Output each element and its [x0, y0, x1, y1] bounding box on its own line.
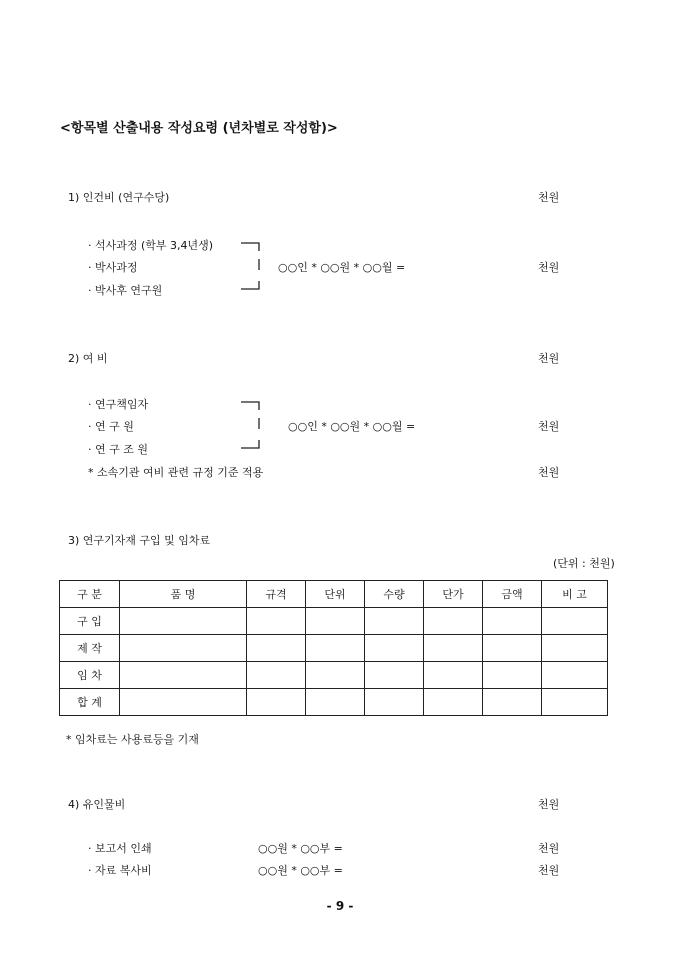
- section-4-item-1-label: · 보고서 인쇄: [88, 842, 152, 855]
- table-cell: [483, 662, 542, 689]
- table-cell: [424, 689, 483, 716]
- table-header-cell: 품 명: [120, 581, 247, 608]
- table-cell: [247, 689, 306, 716]
- table-cell: [365, 689, 424, 716]
- section-1-bracket: [238, 238, 264, 294]
- row-label: 제 작: [60, 635, 120, 662]
- table-cell: [120, 635, 247, 662]
- row-label: 임 차: [60, 662, 120, 689]
- table-cell: [247, 635, 306, 662]
- table-header-cell: 금액: [483, 581, 542, 608]
- section-2-item-3: · 연 구 조 원: [88, 443, 148, 456]
- table-row: [60, 608, 608, 635]
- table-cell: [247, 608, 306, 635]
- section-2-formula-unit: 천원: [538, 420, 560, 433]
- equipment-table: [59, 580, 608, 716]
- section-2-formula: ○○인 * ○○원 * ○○월 =: [288, 420, 416, 433]
- section-4-unit: 천원: [538, 798, 560, 811]
- table-cell: [542, 635, 608, 662]
- section-4-item-2-unit: 천원: [538, 864, 560, 877]
- table-cell: [483, 635, 542, 662]
- section-1-item-2: · 박사과정: [88, 261, 138, 274]
- table-cell: [424, 608, 483, 635]
- page-number: - 9 -: [326, 899, 354, 913]
- section-2-note-unit: 천원: [538, 466, 560, 479]
- table-cell: [247, 662, 306, 689]
- table-header-cell: 단위: [306, 581, 365, 608]
- table-cell: [120, 689, 247, 716]
- table-cell: [483, 608, 542, 635]
- section-4-item-1-formula: ○○원 * ○○부 =: [258, 842, 343, 855]
- section-1-formula-unit: 천원: [538, 261, 560, 274]
- section-3-unit-label: (단위 : 천원): [553, 557, 615, 570]
- section-2-item-2: · 연 구 원: [88, 420, 134, 433]
- table-cell: [306, 608, 365, 635]
- section-1-item-3: · 박사후 연구원: [88, 284, 163, 297]
- section-3-note: * 임차료는 사용료등을 기재: [66, 733, 199, 746]
- table-header-cell: 규격: [247, 581, 306, 608]
- section-2-bracket: [238, 397, 264, 453]
- table-row: [60, 689, 608, 716]
- table-header-cell: 비 고: [542, 581, 608, 608]
- section-4-item-2-formula: ○○원 * ○○부 =: [258, 864, 343, 877]
- table-cell: [306, 662, 365, 689]
- section-1-item-1: · 석사과정 (학부 3,4년생): [88, 239, 214, 252]
- table-cell: [306, 635, 365, 662]
- table-header-cell: 구 분: [60, 581, 120, 608]
- section-4-heading: 4) 유인물비: [68, 798, 126, 811]
- section-2-note: * 소속기관 여비 관련 규정 기준 적용: [88, 466, 264, 479]
- section-2-item-1: · 연구책임자: [88, 398, 149, 411]
- table-header-cell: 수량: [365, 581, 424, 608]
- table-cell: [306, 689, 365, 716]
- row-label: 합 계: [60, 689, 120, 716]
- table-cell: [424, 635, 483, 662]
- table-cell: [424, 662, 483, 689]
- section-2-unit: 천원: [538, 352, 560, 365]
- table-cell: [542, 662, 608, 689]
- table-row: [60, 662, 608, 689]
- table-cell: [483, 689, 542, 716]
- section-1-unit: 천원: [538, 191, 560, 204]
- table-cell: [120, 662, 247, 689]
- section-1-formula: ○○인 * ○○원 * ○○월 =: [278, 261, 406, 274]
- table-cell: [542, 689, 608, 716]
- table-cell: [365, 662, 424, 689]
- table-cell: [365, 635, 424, 662]
- table-header-cell: 단가: [424, 581, 483, 608]
- row-label: 구 입: [60, 608, 120, 635]
- table-header-row: [60, 581, 608, 608]
- table-cell: [542, 608, 608, 635]
- section-4-item-2-label: · 자료 복사비: [88, 864, 152, 877]
- section-1-heading: 1) 인건비 (연구수당): [68, 191, 170, 204]
- table-cell: [120, 608, 247, 635]
- section-4-item-1-unit: 천원: [538, 842, 560, 855]
- section-3-heading: 3) 연구기자재 구입 및 임차료: [68, 534, 211, 547]
- table-row: [60, 635, 608, 662]
- table-cell: [365, 608, 424, 635]
- page-title: <항목별 산출내용 작성요령 (년차별로 작성함)>: [60, 121, 338, 136]
- section-2-heading: 2) 여 비: [68, 352, 108, 365]
